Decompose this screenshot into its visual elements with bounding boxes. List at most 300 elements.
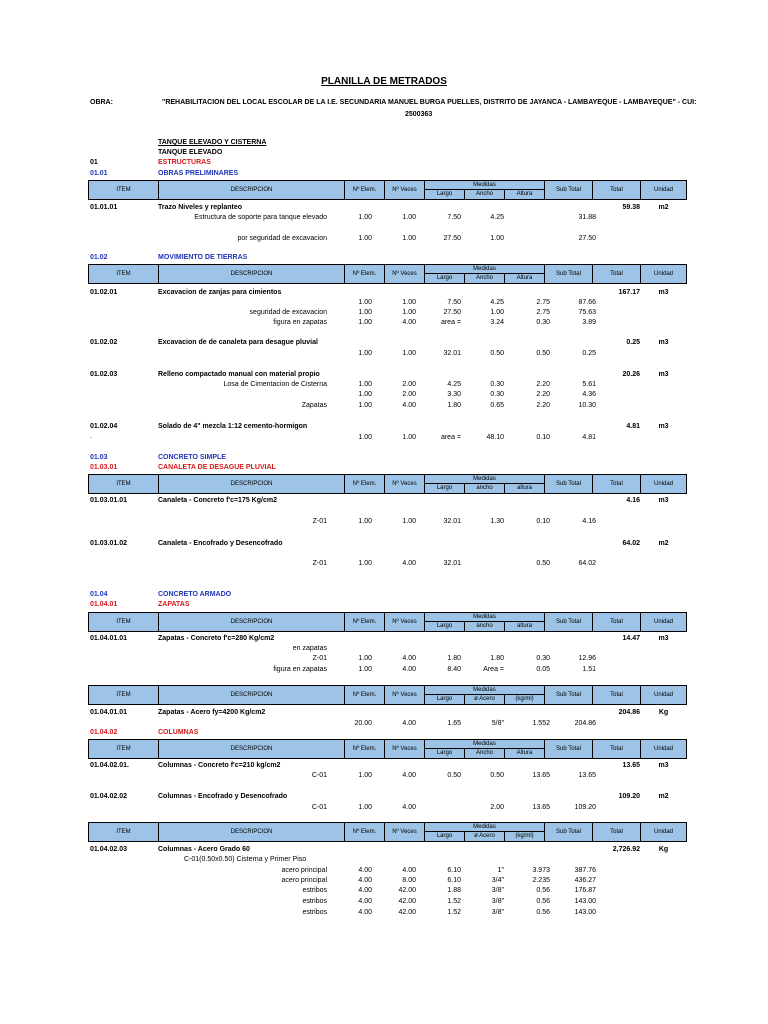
row-elements: 4.00 bbox=[358, 877, 372, 884]
row-times: 42.00 bbox=[398, 909, 416, 916]
row-measure-3: 13.65 bbox=[532, 804, 550, 811]
item-code: 01.04.01.01 bbox=[90, 635, 127, 642]
header-m1: Largo bbox=[425, 484, 465, 493]
item-unit: Kg bbox=[658, 846, 669, 853]
item-unit: m3 bbox=[658, 497, 669, 504]
row-elements: 1.00 bbox=[358, 299, 372, 306]
heading-name: CONCRETO ARMADO bbox=[158, 591, 232, 598]
item-code: 01.03.01.02 bbox=[90, 540, 127, 547]
header-unidad: Unidad bbox=[653, 619, 673, 625]
row-elements: 1.00 bbox=[358, 381, 372, 388]
heading-code: 01.01 bbox=[90, 170, 108, 177]
row-elements: 1.00 bbox=[358, 518, 372, 525]
row-description: C-01 bbox=[311, 804, 327, 811]
row-times: 1.00 bbox=[402, 434, 416, 441]
row-measure-1: 1.80 bbox=[447, 402, 461, 409]
item-code: 01.02.03 bbox=[90, 371, 118, 378]
chapter-number: 01 bbox=[90, 159, 98, 166]
subheading-name: COLUMNAS bbox=[158, 729, 199, 736]
row-measure-2: 1.00 bbox=[490, 235, 504, 242]
item-unit: m2 bbox=[658, 204, 669, 211]
row-elements: 1.00 bbox=[358, 214, 372, 221]
row-measure-1: area = bbox=[440, 319, 461, 326]
header-unidad: Unidad bbox=[653, 187, 673, 193]
row-subtotal: 4.36 bbox=[582, 391, 596, 398]
header-elem: Nº Elem. bbox=[345, 740, 385, 758]
item-description: Zapatas - Acero fy=4200 Kg/cm2 bbox=[158, 709, 266, 716]
row-subtotal: 27.50 bbox=[578, 235, 596, 242]
item-total: 167.17 bbox=[618, 289, 640, 296]
row-measure-3: 2.235 bbox=[532, 877, 550, 884]
row-elements: 1.00 bbox=[358, 391, 372, 398]
row-measure-1: 27.50 bbox=[443, 309, 461, 316]
header-subtotal: Sub Total bbox=[545, 686, 593, 704]
table-header bbox=[88, 612, 687, 632]
header-elem: Nº Elem. bbox=[345, 265, 385, 283]
header-unidad: Unidad bbox=[653, 829, 673, 835]
row-elements: 4.00 bbox=[358, 867, 372, 874]
header-veces: Nº Veces bbox=[385, 823, 425, 841]
row-subtotal: 109.20 bbox=[574, 804, 596, 811]
table-header bbox=[88, 685, 687, 705]
row-times: 4.00 bbox=[402, 560, 416, 567]
row-measure-3: 0.10 bbox=[536, 518, 550, 525]
row-elements: 4.00 bbox=[358, 887, 372, 894]
item-total: 109.20 bbox=[618, 793, 640, 800]
item-code: 01.04.02.03 bbox=[90, 846, 127, 853]
item-description: Zapatas - Concreto f'c=280 Kg/cm2 bbox=[158, 635, 275, 642]
subheading-code: 01.03.01 bbox=[90, 464, 118, 471]
row-times: 1.00 bbox=[402, 299, 416, 306]
header-veces: Nº Veces bbox=[385, 475, 425, 493]
row-subtotal: 143.00 bbox=[574, 898, 596, 905]
row-times: 1.00 bbox=[402, 350, 416, 357]
item-total: 204.86 bbox=[618, 709, 640, 716]
row-measure-1: 1.52 bbox=[447, 909, 461, 916]
header-desc: DESCRIPCION bbox=[159, 686, 345, 704]
row-subtotal: 13.65 bbox=[578, 772, 596, 779]
row-description: Zapatas bbox=[301, 402, 327, 409]
group-label: C-01(0.50x0.50) Cisterna y Primer Piso bbox=[184, 856, 307, 863]
row-measure-1: 4.25 bbox=[447, 381, 461, 388]
item-description: Canaleta - Concreto f'c=175 Kg/cm2 bbox=[158, 497, 277, 504]
item-description: Excavacion de de canaleta para desague pluvial bbox=[158, 339, 318, 346]
header-item: ITEM bbox=[89, 823, 159, 841]
section-subtitle: TANQUE ELEVADO bbox=[158, 149, 223, 156]
header-unidad: Unidad bbox=[653, 271, 673, 277]
header-elem: Nº Elem. bbox=[345, 181, 385, 199]
header-medidas: Medidas bbox=[425, 265, 545, 274]
row-times: 8.00 bbox=[402, 877, 416, 884]
item-description: Trazo Niveles y replanteo bbox=[158, 204, 243, 211]
row-description: seguridad de excavacion bbox=[249, 309, 327, 316]
item-unit: m3 bbox=[658, 635, 669, 642]
table-header bbox=[88, 180, 687, 200]
item-unit: Kg bbox=[658, 709, 669, 716]
item-code: 01.04.02.01. bbox=[90, 762, 129, 769]
row-measure-2: 0.30 bbox=[490, 391, 504, 398]
header-total: Total bbox=[593, 686, 641, 704]
row-elements: 4.00 bbox=[358, 898, 372, 905]
row-times: 1.00 bbox=[402, 235, 416, 242]
item-total: 13.65 bbox=[622, 762, 640, 769]
header-desc: DESCRIPCION bbox=[159, 740, 345, 758]
row-measure-2: 4.25 bbox=[490, 299, 504, 306]
item-total: 14.47 bbox=[622, 635, 640, 642]
row-measure-1: 32.01 bbox=[443, 518, 461, 525]
row-measure-3: 0.56 bbox=[536, 898, 550, 905]
row-times: 4.00 bbox=[402, 772, 416, 779]
row-times: 42.00 bbox=[398, 898, 416, 905]
item-code: 01.01.01 bbox=[90, 204, 118, 211]
row-measure-3: 2.75 bbox=[536, 299, 550, 306]
row-measure-2: 3/8" bbox=[491, 887, 504, 894]
row-description: acero principal bbox=[281, 877, 327, 884]
row-times: 1.00 bbox=[402, 518, 416, 525]
header-desc: DESCRIPCION bbox=[159, 823, 345, 841]
item-unit: m3 bbox=[658, 762, 669, 769]
header-veces: Nº Veces bbox=[385, 265, 425, 283]
header-veces: Nº Veces bbox=[385, 181, 425, 199]
row-measure-1: 1.65 bbox=[447, 720, 461, 727]
item-unit: m3 bbox=[658, 423, 669, 430]
row-measure-1: 7.50 bbox=[447, 299, 461, 306]
subheading-name: ZAPATAS bbox=[158, 601, 190, 608]
header-m3: Altura bbox=[505, 749, 545, 758]
row-measure-1: 3.30 bbox=[447, 391, 461, 398]
row-measure-1: 6.10 bbox=[447, 867, 461, 874]
row-times: 4.00 bbox=[402, 655, 416, 662]
item-description: Columnas - Encofrado y Desencofrado bbox=[158, 793, 288, 800]
header-subtotal: Sub Total bbox=[545, 475, 593, 493]
subheading-name: CANALETA DE DESAGUE PLUVIAL bbox=[158, 464, 276, 471]
item-description: Excavacion de zanjas para cimientos bbox=[158, 289, 282, 296]
header-subtotal: Sub Total bbox=[545, 613, 593, 631]
header-medidas: Medidas bbox=[425, 823, 545, 832]
row-description: en zapatas bbox=[292, 645, 327, 652]
row-measure-2: 48.10 bbox=[486, 434, 504, 441]
row-measure-1: 32.01 bbox=[443, 560, 461, 567]
item-total: 4.81 bbox=[626, 423, 640, 430]
header-desc: DESCRIPCION bbox=[159, 613, 345, 631]
row-measure-2: 4.25 bbox=[490, 214, 504, 221]
header-unidad: Unidad bbox=[653, 692, 673, 698]
row-measure-2: 2.00 bbox=[490, 804, 504, 811]
row-marker: . bbox=[90, 433, 92, 440]
row-measure-3: 3.973 bbox=[532, 867, 550, 874]
row-description: Z-01 bbox=[312, 518, 327, 525]
header-m2: ancho bbox=[465, 484, 505, 493]
row-elements: 1.00 bbox=[358, 350, 372, 357]
header-m2: ancho bbox=[465, 622, 505, 631]
table-header bbox=[88, 264, 687, 284]
header-m1: Largo bbox=[425, 274, 465, 283]
row-description: Estructura de soporte para tanque elevado bbox=[194, 214, 327, 221]
row-subtotal: 5.61 bbox=[582, 381, 596, 388]
header-m2: ø Acero bbox=[465, 832, 505, 841]
row-measure-2: 1.00 bbox=[490, 309, 504, 316]
row-subtotal: 31.88 bbox=[578, 214, 596, 221]
header-elem: Nº Elem. bbox=[345, 613, 385, 631]
row-measure-2: 5/8" bbox=[491, 720, 504, 727]
header-veces: Nº Veces bbox=[385, 613, 425, 631]
header-total: Total bbox=[593, 475, 641, 493]
row-elements: 1.00 bbox=[358, 434, 372, 441]
header-item: ITEM bbox=[89, 740, 159, 758]
header-m1: Largo bbox=[425, 622, 465, 631]
header-elem: Nº Elem. bbox=[345, 475, 385, 493]
header-item: ITEM bbox=[89, 475, 159, 493]
row-subtotal: 176.87 bbox=[574, 887, 596, 894]
row-subtotal: 4.16 bbox=[582, 518, 596, 525]
header-total: Total bbox=[593, 265, 641, 283]
row-description: figura en zapatas bbox=[273, 319, 327, 326]
row-times: 4.00 bbox=[402, 804, 416, 811]
item-total: 2,726.92 bbox=[612, 846, 640, 853]
row-measure-1: 1.88 bbox=[447, 887, 461, 894]
page-title: PLANILLA DE METRADOS bbox=[321, 76, 447, 87]
row-subtotal: 87.66 bbox=[578, 299, 596, 306]
row-subtotal: 12.96 bbox=[578, 655, 596, 662]
row-measure-2: 0.50 bbox=[490, 350, 504, 357]
row-description: Losa de Cimentacion de Cisterna bbox=[223, 381, 327, 388]
row-times: 4.00 bbox=[402, 720, 416, 727]
row-elements: 1.00 bbox=[358, 804, 372, 811]
header-subtotal: Sub Total bbox=[545, 265, 593, 283]
row-description: C-01 bbox=[311, 772, 327, 779]
row-description: Z-01 bbox=[312, 560, 327, 567]
header-elem: Nº Elem. bbox=[345, 823, 385, 841]
heading-code: 01.03 bbox=[90, 454, 108, 461]
row-times: 4.00 bbox=[402, 666, 416, 673]
header-m2: ø Acero bbox=[465, 695, 505, 704]
row-elements: 1.00 bbox=[358, 319, 372, 326]
obra-label: OBRA: bbox=[90, 99, 113, 106]
header-m1: Largo bbox=[425, 695, 465, 704]
row-measure-1: 27.50 bbox=[443, 235, 461, 242]
row-measure-3: 0.10 bbox=[536, 434, 550, 441]
header-item: ITEM bbox=[89, 613, 159, 631]
row-measure-3: 0.05 bbox=[536, 666, 550, 673]
header-m3: altura bbox=[505, 484, 545, 493]
subheading-code: 01.04.02 bbox=[90, 729, 118, 736]
item-code: 01.02.02 bbox=[90, 339, 118, 346]
header-m1: Largo bbox=[425, 190, 465, 199]
header-veces: Nº Veces bbox=[385, 686, 425, 704]
row-subtotal: 3.89 bbox=[582, 319, 596, 326]
row-measure-3: 0.30 bbox=[536, 655, 550, 662]
row-times: 42.00 bbox=[398, 887, 416, 894]
header-m3: (kg/ml) bbox=[505, 695, 545, 704]
item-code: 01.04.02.02 bbox=[90, 793, 127, 800]
row-times: 2.00 bbox=[402, 391, 416, 398]
row-measure-2: Area = bbox=[483, 666, 504, 673]
item-description: Solado de 4" mezcla 1:12 cemento-hormigon bbox=[158, 423, 308, 430]
row-elements: 1.00 bbox=[358, 309, 372, 316]
row-elements: 4.00 bbox=[358, 909, 372, 916]
subheading-code: 01.04.01 bbox=[90, 601, 118, 608]
row-measure-3: 13.65 bbox=[532, 772, 550, 779]
row-subtotal: 0.25 bbox=[582, 350, 596, 357]
header-item: ITEM bbox=[89, 265, 159, 283]
heading-name: OBRAS PRELIMINARES bbox=[158, 170, 239, 177]
row-measure-3: 2.20 bbox=[536, 402, 550, 409]
header-subtotal: Sub Total bbox=[545, 740, 593, 758]
header-desc: DESCRIPCION bbox=[159, 475, 345, 493]
row-measure-2: 1.30 bbox=[490, 518, 504, 525]
heading-code: 01.04 bbox=[90, 591, 108, 598]
item-unit: m3 bbox=[658, 371, 669, 378]
header-desc: DESCRIPCION bbox=[159, 265, 345, 283]
item-unit: m3 bbox=[658, 289, 669, 296]
heading-code: 01.02 bbox=[90, 254, 108, 261]
row-description: estribos bbox=[302, 909, 327, 916]
row-measure-3: 0.50 bbox=[536, 560, 550, 567]
row-measure-3: 0.56 bbox=[536, 909, 550, 916]
row-measure-2: 0.65 bbox=[490, 402, 504, 409]
row-measure-2: 0.50 bbox=[490, 772, 504, 779]
item-description: Canaleta - Encofrado y Desencofrado bbox=[158, 540, 283, 547]
row-times: 1.00 bbox=[402, 214, 416, 221]
row-elements: 1.00 bbox=[358, 666, 372, 673]
header-item: ITEM bbox=[89, 181, 159, 199]
row-elements: 1.00 bbox=[358, 235, 372, 242]
item-code: 01.02.01 bbox=[90, 289, 118, 296]
header-medidas: Medidas bbox=[425, 740, 545, 749]
row-measure-3: 2.20 bbox=[536, 381, 550, 388]
header-total: Total bbox=[593, 740, 641, 758]
row-measure-2: 3/4" bbox=[491, 877, 504, 884]
header-medidas: Medidas bbox=[425, 475, 545, 484]
header-item: ITEM bbox=[89, 686, 159, 704]
header-medidas: Medidas bbox=[425, 181, 545, 190]
item-unit: m3 bbox=[658, 339, 669, 346]
item-unit: m2 bbox=[658, 540, 669, 547]
row-measure-1: 0.50 bbox=[447, 772, 461, 779]
row-elements: 20.00 bbox=[354, 720, 372, 727]
row-elements: 1.00 bbox=[358, 772, 372, 779]
row-times: 4.00 bbox=[402, 867, 416, 874]
row-subtotal: 10.30 bbox=[578, 402, 596, 409]
header-total: Total bbox=[593, 181, 641, 199]
heading-name: CONCRETO SIMPLE bbox=[158, 454, 226, 461]
header-m3: altura bbox=[505, 622, 545, 631]
row-measure-1: 1.52 bbox=[447, 898, 461, 905]
row-measure-2: 3/8" bbox=[491, 898, 504, 905]
row-measure-1: 8.40 bbox=[447, 666, 461, 673]
row-measure-2: 0.30 bbox=[490, 381, 504, 388]
row-measure-1: 7.50 bbox=[447, 214, 461, 221]
row-measure-2: 1.80 bbox=[490, 655, 504, 662]
header-medidas: Medidas bbox=[425, 686, 545, 695]
row-subtotal: 387.76 bbox=[574, 867, 596, 874]
row-measure-3: 0.30 bbox=[536, 319, 550, 326]
header-m2: Ancho bbox=[465, 274, 505, 283]
row-subtotal: 64.02 bbox=[578, 560, 596, 567]
row-elements: 1.00 bbox=[358, 560, 372, 567]
item-description: Relleno compactado manual con material propio bbox=[158, 371, 320, 378]
row-measure-1: 6.10 bbox=[447, 877, 461, 884]
obra-code: 2500363 bbox=[405, 111, 433, 118]
row-times: 4.00 bbox=[402, 319, 416, 326]
header-m1: Largo bbox=[425, 832, 465, 841]
header-unidad: Unidad bbox=[653, 746, 673, 752]
row-measure-3: 2.20 bbox=[536, 391, 550, 398]
table-header bbox=[88, 739, 687, 759]
row-description: estribos bbox=[302, 898, 327, 905]
row-subtotal: 143.00 bbox=[574, 909, 596, 916]
header-m1: Largo bbox=[425, 749, 465, 758]
row-description: Z-01 bbox=[312, 655, 327, 662]
header-desc: DESCRIPCION bbox=[159, 181, 345, 199]
row-measure-1: 1.80 bbox=[447, 655, 461, 662]
row-measure-3: 2.75 bbox=[536, 309, 550, 316]
obra-text: "REHABILITACION DEL LOCAL ESCOLAR DE LA I.E. SECUNDARIA MANUEL BURGA PUELLES, DISTRITO DE JAYANCA - LAMBAYEQUE - LAMBAYEQUE" - CUI: bbox=[162, 99, 697, 106]
row-subtotal: 436.27 bbox=[574, 877, 596, 884]
header-elem: Nº Elem. bbox=[345, 686, 385, 704]
row-elements: 1.00 bbox=[358, 655, 372, 662]
row-measure-2: 3/8" bbox=[491, 909, 504, 916]
item-total: 4.16 bbox=[626, 497, 640, 504]
header-unidad: Unidad bbox=[653, 481, 673, 487]
heading-name: MOVIMIENTO DE TIERRAS bbox=[158, 254, 248, 261]
row-description: estribos bbox=[302, 887, 327, 894]
section-title: TANQUE ELEVADO Y CISTERNA bbox=[158, 139, 267, 146]
row-times: 2.00 bbox=[402, 381, 416, 388]
header-m2: Ancho bbox=[465, 190, 505, 199]
row-description: acero principal bbox=[281, 867, 327, 874]
item-total: 20.26 bbox=[622, 371, 640, 378]
item-code: 01.03.01.01 bbox=[90, 497, 127, 504]
header-subtotal: Sub Total bbox=[545, 823, 593, 841]
header-m3: Altura bbox=[505, 190, 545, 199]
row-measure-2: 3.24 bbox=[490, 319, 504, 326]
row-times: 1.00 bbox=[402, 309, 416, 316]
table-header bbox=[88, 474, 687, 494]
header-total: Total bbox=[593, 613, 641, 631]
header-m2: Ancho bbox=[465, 749, 505, 758]
header-subtotal: Sub Total bbox=[545, 181, 593, 199]
row-description: por seguridad de excavacion bbox=[237, 235, 327, 242]
item-code: 01.04.01.01 bbox=[90, 709, 127, 716]
row-measure-3: 0.50 bbox=[536, 350, 550, 357]
row-measure-3: 0.56 bbox=[536, 887, 550, 894]
header-total: Total bbox=[593, 823, 641, 841]
item-description: Columnas - Concreto f'c=210 kg/cm2 bbox=[158, 762, 281, 769]
item-description: Columnas - Acero Grado 60 bbox=[158, 846, 250, 853]
header-m3: (kg/ml) bbox=[505, 832, 545, 841]
row-measure-3: 1.552 bbox=[532, 720, 550, 727]
table-header bbox=[88, 822, 687, 842]
item-code: 01.02.04 bbox=[90, 423, 118, 430]
row-subtotal: 204.86 bbox=[574, 720, 596, 727]
header-m3: Altura bbox=[505, 274, 545, 283]
header-medidas: Medidas bbox=[425, 613, 545, 622]
item-unit: m2 bbox=[658, 793, 669, 800]
row-measure-2: 1" bbox=[497, 867, 504, 874]
header-veces: Nº Veces bbox=[385, 740, 425, 758]
row-times: 4.00 bbox=[402, 402, 416, 409]
row-description: figura en zapatas bbox=[273, 666, 327, 673]
row-measure-1: area = bbox=[440, 434, 461, 441]
row-subtotal: 75.63 bbox=[578, 309, 596, 316]
row-subtotal: 4.81 bbox=[582, 434, 596, 441]
item-total: 0.25 bbox=[626, 339, 640, 346]
row-subtotal: 1.51 bbox=[582, 666, 596, 673]
item-total: 64.02 bbox=[622, 540, 640, 547]
row-measure-1: 32.01 bbox=[443, 350, 461, 357]
row-elements: 1.00 bbox=[358, 402, 372, 409]
